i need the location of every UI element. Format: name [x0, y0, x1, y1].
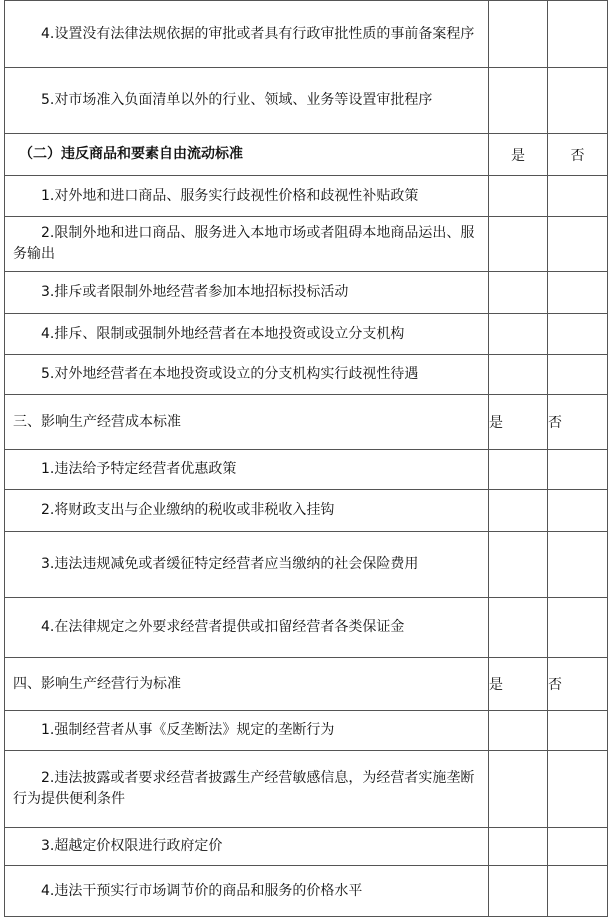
no-cell[interactable]	[548, 176, 608, 217]
no-header: 否	[548, 134, 608, 176]
table-row	[5, 751, 608, 828]
item-text: 5.对外地经营者在本地投资或设立的分支机构实行歧视性待遇	[41, 366, 419, 382]
yes-header: 是	[489, 134, 548, 176]
no-cell[interactable]	[548, 490, 608, 532]
item-text: 4.在法律规定之外要求经营者提供或扣留经营者各类保证金	[41, 619, 405, 635]
no-cell[interactable]	[548, 711, 608, 751]
no-cell[interactable]	[548, 1, 608, 68]
section-title-cell	[5, 658, 489, 711]
item-text: 4.违法干预实行市场调节价的商品和服务的价格水平	[41, 882, 363, 899]
item-text: 4.设置没有法律法规依据的审批或者具有行政审批性质的事前备案程序	[41, 25, 475, 42]
no-header: 否	[548, 658, 608, 711]
no-cell[interactable]	[548, 828, 608, 866]
table-row	[5, 1, 608, 68]
item-cell	[5, 272, 489, 314]
yes-cell[interactable]	[489, 751, 548, 828]
table-row	[5, 532, 608, 598]
yes-cell[interactable]	[489, 450, 548, 490]
yes-cell[interactable]	[489, 866, 548, 917]
item-cell	[5, 751, 489, 828]
table-row	[5, 450, 608, 490]
yes-cell[interactable]	[489, 490, 548, 532]
yes-cell[interactable]	[489, 598, 548, 658]
no-cell[interactable]	[548, 217, 608, 272]
section-header-row	[5, 658, 608, 711]
yes-cell[interactable]	[489, 68, 548, 134]
item-text: 1.对外地和进口商品、服务实行歧视性价格和歧视性补贴政策	[41, 187, 419, 204]
yes-cell[interactable]	[489, 217, 548, 272]
yes-cell[interactable]	[489, 176, 548, 217]
item-text: 2.违法披露或者要求经营者披露生产经营敏感信息，为经营者实施垄断行为提供便利条件	[13, 770, 475, 807]
yes-cell[interactable]	[489, 828, 548, 866]
item-cell	[5, 532, 489, 598]
no-cell[interactable]	[548, 68, 608, 134]
yes-cell[interactable]	[489, 1, 548, 68]
table-row	[5, 217, 608, 272]
item-cell	[5, 355, 489, 395]
item-text: 3.排斥或者限制外地经营者参加本地招标投标活动	[41, 284, 349, 300]
section-header-row	[5, 134, 608, 176]
item-text: 1.违法给予特定经营者优惠政策	[41, 461, 237, 477]
table-row	[5, 272, 608, 314]
item-cell	[5, 711, 489, 751]
item-text: 5.对市场准入负面清单以外的行业、领域、业务等设置审批程序	[41, 92, 433, 108]
item-text: 4.排斥、限制或强制外地经营者在本地投资或设立分支机构	[41, 325, 405, 342]
yes-header: 是	[489, 395, 548, 450]
no-header: 否	[548, 395, 608, 450]
no-cell[interactable]	[548, 272, 608, 314]
item-cell	[5, 1, 489, 68]
section-title-cell	[5, 395, 489, 450]
yes-header: 是	[489, 658, 548, 711]
item-text: 1.强制经营者从事《反垄断法》规定的垄断行为	[41, 722, 335, 738]
item-cell	[5, 68, 489, 134]
no-cell[interactable]	[548, 598, 608, 658]
table-row	[5, 68, 608, 134]
yes-cell[interactable]	[489, 532, 548, 598]
item-text: 3.违法违规减免或者缓征特定经营者应当缴纳的社会保险费用	[41, 556, 419, 572]
item-cell	[5, 217, 489, 272]
no-cell[interactable]	[548, 355, 608, 395]
table-row	[5, 866, 608, 917]
item-cell	[5, 598, 489, 658]
item-cell	[5, 176, 489, 217]
table-row	[5, 711, 608, 751]
table-row	[5, 490, 608, 532]
table-row	[5, 828, 608, 866]
item-cell	[5, 450, 489, 490]
item-text: 3.超越定价权限进行政府定价	[41, 838, 223, 854]
table-row	[5, 598, 608, 658]
no-cell[interactable]	[548, 314, 608, 355]
section-title: （二）违反商品和要素自由流动标准	[19, 146, 243, 162]
section-title-cell	[5, 134, 489, 176]
section-title: 三、影响生产经营成本标准	[13, 413, 181, 430]
item-cell	[5, 866, 489, 917]
yes-cell[interactable]	[489, 272, 548, 314]
yes-cell[interactable]	[489, 355, 548, 395]
table-row	[5, 314, 608, 355]
section-header-row	[5, 395, 608, 450]
yes-cell[interactable]	[489, 711, 548, 751]
item-text: 2.将财政支出与企业缴纳的税收或非税收入挂钩	[41, 502, 335, 518]
item-cell	[5, 314, 489, 355]
no-cell[interactable]	[548, 450, 608, 490]
item-cell	[5, 490, 489, 532]
yes-cell[interactable]	[489, 314, 548, 355]
no-cell[interactable]	[548, 532, 608, 598]
item-text: 2.限制外地和进口商品、服务进入本地市场或者阻碍本地商品运出、服务输出	[13, 225, 475, 262]
item-cell	[5, 828, 489, 866]
no-cell[interactable]	[548, 751, 608, 828]
section-title: 四、影响生产经营行为标准	[13, 675, 181, 692]
no-cell[interactable]	[548, 866, 608, 917]
table-row	[5, 355, 608, 395]
review-checklist-table	[4, 0, 608, 917]
table-row	[5, 176, 608, 217]
